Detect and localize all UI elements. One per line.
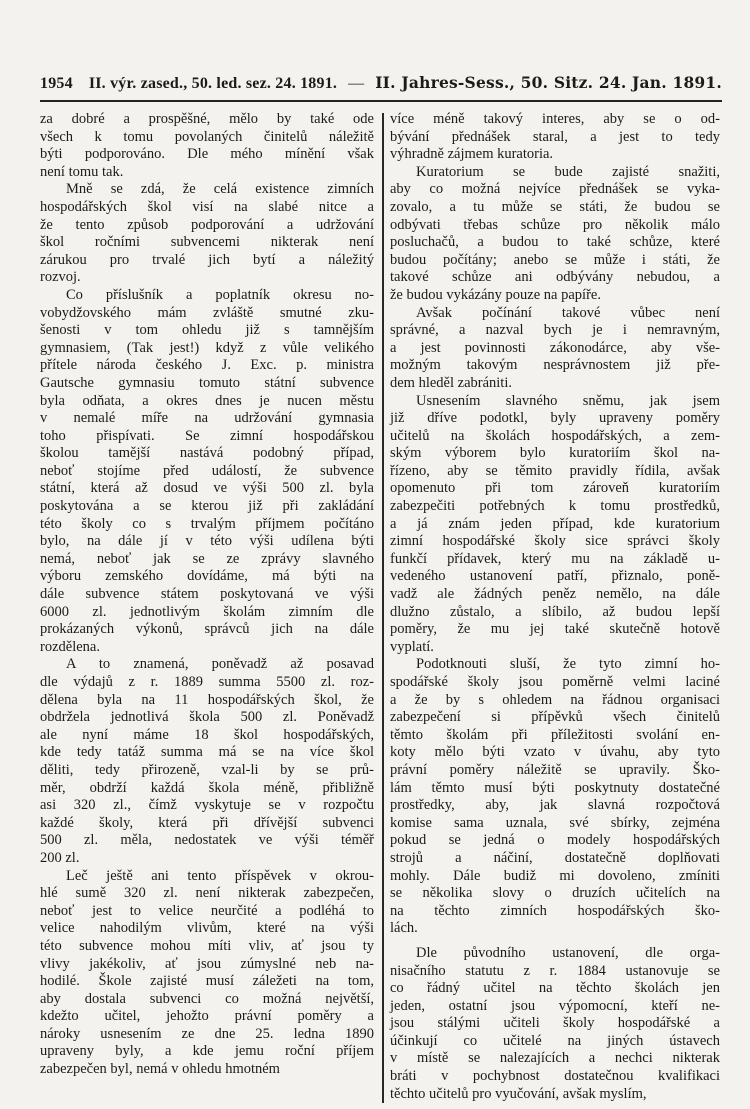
text-line: vobydžovského mám zvláště smutné zku- bbox=[40, 304, 374, 321]
text-line: každé školy, která při dřívější subvenci bbox=[40, 814, 374, 831]
paragraph bbox=[390, 945, 720, 1103]
header-separator: — bbox=[348, 75, 365, 92]
text-line: opomenuto při tom zároveň kuratoriím bbox=[390, 480, 720, 497]
text-line: kde tedy tatáž summa má se na více škol bbox=[40, 744, 374, 761]
text-line: ským výborem bylo kuratoriím škol na- bbox=[390, 445, 720, 462]
text-line: Co příslušník a poplatník okresu no- bbox=[66, 286, 374, 303]
text-line: vlivy jakékoliv, ať jsou zúmyslné neb na- bbox=[40, 955, 374, 972]
text-line: škol ročními subvencemi nikterak není bbox=[40, 234, 374, 251]
text-line: aby co možná nejvíce přednášek se vyka- bbox=[390, 181, 720, 198]
text-line: nemá, neboť jak se ze zprávy slavného bbox=[40, 550, 374, 567]
text-line: školou tamější nastává podobný případ, bbox=[40, 445, 374, 462]
text-line: obdržela jednotlivá škola 500 zl. Poněvadž bbox=[40, 709, 374, 726]
text-line: těmto školám při příležitosti svolání en- bbox=[390, 726, 720, 743]
text-line: na těchto zimních hospodářských ško- bbox=[390, 902, 720, 919]
text-line: měr, obdrží každá škola méně, přibližně bbox=[40, 779, 374, 796]
text-line: dem hleděl zabrániti. bbox=[390, 374, 512, 391]
text-line: hlé sumě 320 zl. není nikterak zabezpečen, bbox=[40, 885, 374, 902]
text-line: neboť stojíme před událostí, že subvence bbox=[40, 462, 374, 479]
text-line: zovalo, a tu může se státi, že budou se bbox=[390, 198, 720, 215]
text-line: Dle původního ustanovení, dle orga- bbox=[416, 944, 720, 961]
paragraph bbox=[40, 287, 374, 656]
text-line: upraveny byly, a kde jemu roční příjem bbox=[40, 1043, 374, 1060]
text-line: vedeného ustanovení patří, přiznalo, poně- bbox=[390, 568, 720, 585]
text-line: v nemalé míře na udržování gymnasia bbox=[40, 410, 374, 427]
paragraph bbox=[390, 111, 720, 164]
text-line: bylo, na dále jí v této výši udílena býti bbox=[40, 533, 374, 550]
text-line: koty mělo býti vzato v úvahu, aby tyto bbox=[390, 744, 720, 761]
text-line: zabezpečen byl, nemá v ohledu hmotném bbox=[40, 1061, 280, 1078]
text-line: Leč ještě ani tento příspěvek v okrou- bbox=[66, 867, 374, 884]
text-line: lám těmto musí býti poskytnuty dostatečné bbox=[390, 779, 720, 796]
text-line: strojů a náčiní, dostatečně doplňovati bbox=[390, 849, 720, 866]
text-line: rozvoj. bbox=[40, 269, 81, 286]
text-line: bráti v pochybnost dostatečnou kvalifikaci bbox=[390, 1068, 720, 1085]
text-line: učitelů na školách hospodářských, a zem- bbox=[390, 427, 720, 444]
text-line: této školy co s trvalým příjmem počítáno bbox=[40, 515, 374, 532]
text-line: neboť jest to velice neurčité a podléhá to bbox=[40, 902, 374, 919]
text-line: že budou vykázány pouze na papíře. bbox=[390, 286, 601, 303]
text-line: jeden, ostatní jsou výpomocní, kteří ne- bbox=[390, 997, 720, 1014]
page-header bbox=[40, 73, 722, 93]
text-line: nároky usnesením ze dne 25. ledna 1890 bbox=[40, 1025, 374, 1042]
text-line: budou počítány; anebo se může i státi, že bbox=[390, 251, 720, 268]
text-line: poskytována a se kterou již při zakládání bbox=[40, 498, 374, 515]
text-line: funkčí přídavek, který mu na základě u- bbox=[390, 550, 720, 567]
paragraph bbox=[40, 111, 374, 181]
text-line: rozdělena. bbox=[40, 638, 100, 655]
text-line: bývání přednášek staral, a jest to tedy bbox=[390, 128, 720, 145]
text-line: asi 320 zl., čímž vyskytuje se v rozpočtu bbox=[40, 797, 374, 814]
text-line: komise sama uznala, své sbírky, zejména bbox=[390, 814, 720, 831]
text-line: právní poměry náležitě se upravily. Ško- bbox=[390, 761, 720, 778]
text-line: prostředky, aby, jak slavná rozpočtová bbox=[390, 797, 720, 814]
text-line: spodářské školy jsou poměrně velmi laciné bbox=[390, 674, 720, 690]
text-line: posluchačů, a budou to také schůze, které bbox=[390, 234, 720, 251]
text-line: Avšak počínání takové vůbec není bbox=[416, 304, 720, 321]
text-line: Kuratorium se bude zajisté snažiti, bbox=[416, 163, 720, 180]
text-line: ale nyní máme 18 škol hospodářských, bbox=[40, 726, 374, 743]
text-line: lách. bbox=[390, 920, 418, 937]
text-line: zabezpečení si přípěvků všech činitelů bbox=[390, 709, 720, 726]
text-line: šenosti v tom ohledu již s tamnějším bbox=[40, 322, 374, 339]
text-line: aby dostala subvenci co možná největší, bbox=[40, 990, 374, 1007]
text-line: Usnesením slavného sněmu, jak jsem bbox=[416, 392, 720, 409]
text-line: 500 zl. měla, nedostatek ve výši téměř bbox=[40, 832, 374, 849]
text-line: zabezpečiti potřebných k tomu prostředků, bbox=[390, 498, 720, 515]
text-line: dále subvence státem poskytovaná ve výši bbox=[40, 586, 374, 603]
text-line: více méně takový interes, aby se o od- bbox=[390, 111, 720, 127]
column-left bbox=[40, 111, 374, 1103]
text-line: 6000 zl. jednotlivým školám zimním dle bbox=[40, 603, 374, 620]
text-line: těchto učitelů pro vyučování, avšak myslím, bbox=[390, 1085, 647, 1102]
paragraph bbox=[390, 305, 720, 393]
header-rule bbox=[40, 100, 722, 102]
text-line: dle výdajů z r. 1889 summa 5500 zl. roz- bbox=[40, 674, 374, 690]
text-line: vyplatí. bbox=[390, 638, 434, 655]
text-line: odbývati třebas schůze pro několik málo bbox=[390, 216, 720, 233]
text-line: poměry, že mu jej také skutečně hotově bbox=[390, 621, 720, 638]
text-line: možným takovým nesprávnostem již pře- bbox=[390, 357, 720, 374]
text-line: a já znám jeden případ, kde kuratorium bbox=[390, 515, 720, 532]
text-line: kdežto učitel, jehožto právní poměry a bbox=[40, 1008, 374, 1025]
text-line: děliti, tedy přirozeně, vzal-li by se prů- bbox=[40, 761, 374, 778]
paragraph bbox=[40, 656, 374, 867]
text-line: býti podporováno. Dle mého mínění však bbox=[40, 146, 374, 163]
text-line: jsou stálými učiteli školy hospodářské a bbox=[390, 1015, 720, 1032]
text-line: vadž ale žádných peněz nemělo, na dále bbox=[390, 586, 720, 603]
column-right bbox=[390, 111, 720, 1103]
paragraph bbox=[40, 181, 374, 287]
text-line: A to znamená, poněvadž až posavad bbox=[66, 656, 374, 673]
paragraph bbox=[40, 868, 374, 1079]
text-line: že tento způsob podporování a udržování bbox=[40, 216, 374, 233]
text-line: výhradně zájmem kuratoria. bbox=[390, 146, 554, 163]
text-line: není tomu tak. bbox=[40, 163, 124, 180]
text-line: takové schůze ani odbývány nebudou, a bbox=[390, 269, 720, 286]
text-line: státní, která až dosud ve výši 500 zl. byla bbox=[40, 480, 374, 497]
text-line: hodilé. Škole zajisté musí záležeti na tom, bbox=[40, 973, 374, 990]
text-line: přítele národa českého J. Exc. p. ministra bbox=[40, 357, 374, 374]
text-line: správné, a nazval bych je i nemravným, bbox=[390, 322, 720, 339]
column-divider bbox=[382, 113, 384, 1103]
text-line: řízeno, aby se těmito pravidly řídila, avšak bbox=[390, 462, 720, 479]
text-line: všech k tomu povolaných činitelů náležitě bbox=[40, 128, 374, 145]
text-line: za dobré a prospěšné, mělo by také ode bbox=[40, 111, 374, 127]
text-line: dlužno zůstalo, a slíbilo, až budou lepší bbox=[390, 603, 720, 620]
text-line: této subvence mohou míti vliv, ať jsou ty bbox=[40, 937, 374, 954]
text-line: zárukou pro trvalé jich bytí a náležitý bbox=[40, 251, 374, 268]
text-line: Podotknouti sluší, že tyto zimní ho- bbox=[416, 656, 720, 673]
text-line: velice nahodilým vlivům, které na výši bbox=[40, 920, 374, 937]
text-line: Mně se zdá, že celá existence zimních bbox=[66, 181, 374, 198]
text-line: Gautsche gymnasiu tomuto státní subvence bbox=[40, 374, 374, 391]
text-line: hospodářských škol visí na slabé nitce a bbox=[40, 198, 374, 215]
header-title-czech: II. výr. zased., 50. led. sez. 24. 1891. bbox=[88, 75, 338, 92]
text-line: toho přispívati. Se zimní hospodářskou bbox=[40, 427, 374, 444]
text-line: prokázaných výkonů, správců jich na dále bbox=[40, 621, 374, 638]
text-line: byla odňata, a okres dnes je nucen městu bbox=[40, 392, 374, 409]
text-line: gymnasiem, (Tak jest!) když z vůle velikého bbox=[40, 339, 374, 356]
text-line: co řádný učitel na těchto školách jen bbox=[390, 980, 720, 997]
text-line: se několika slovy o druzích učitelích na bbox=[390, 885, 720, 902]
text-line: dělena byla na 11 hospodářských škol, že bbox=[40, 691, 374, 708]
text-line: výboru zemského dovídáme, má býti na bbox=[40, 568, 374, 585]
text-line: nisačního statutu z r. 1884 ustanovuje se bbox=[390, 962, 720, 979]
page-number: 1954 bbox=[40, 75, 73, 92]
text-line: mohly. Dále budiž mi dovoleno, zmíniti bbox=[390, 867, 720, 884]
text-line: v místě se nalezajících a nechci nikterak bbox=[390, 1050, 720, 1067]
text-line: pokud se jedná o modely hospodářských bbox=[390, 832, 720, 849]
paragraph bbox=[390, 656, 720, 938]
text-columns bbox=[40, 111, 722, 1103]
paragraph bbox=[390, 393, 720, 657]
paragraph bbox=[390, 164, 720, 305]
text-line: již dříve podotkl, byly upraveny poměry bbox=[390, 410, 720, 427]
text-line: účinkují co učitelé na jiných ústavech bbox=[390, 1032, 720, 1049]
text-line: a jest povinnosti zákonodárce, aby vše- bbox=[390, 339, 720, 356]
header-title-german: II. Jahres-Sess., 50. Sitz. 24. Jan. 1891. bbox=[375, 73, 722, 92]
text-line: a že by s ohledem na řádnou organisaci bbox=[390, 691, 720, 708]
text-line: zimní hospodářské školy sice správci školy bbox=[390, 533, 720, 550]
text-line: 200 zl. bbox=[40, 849, 80, 866]
